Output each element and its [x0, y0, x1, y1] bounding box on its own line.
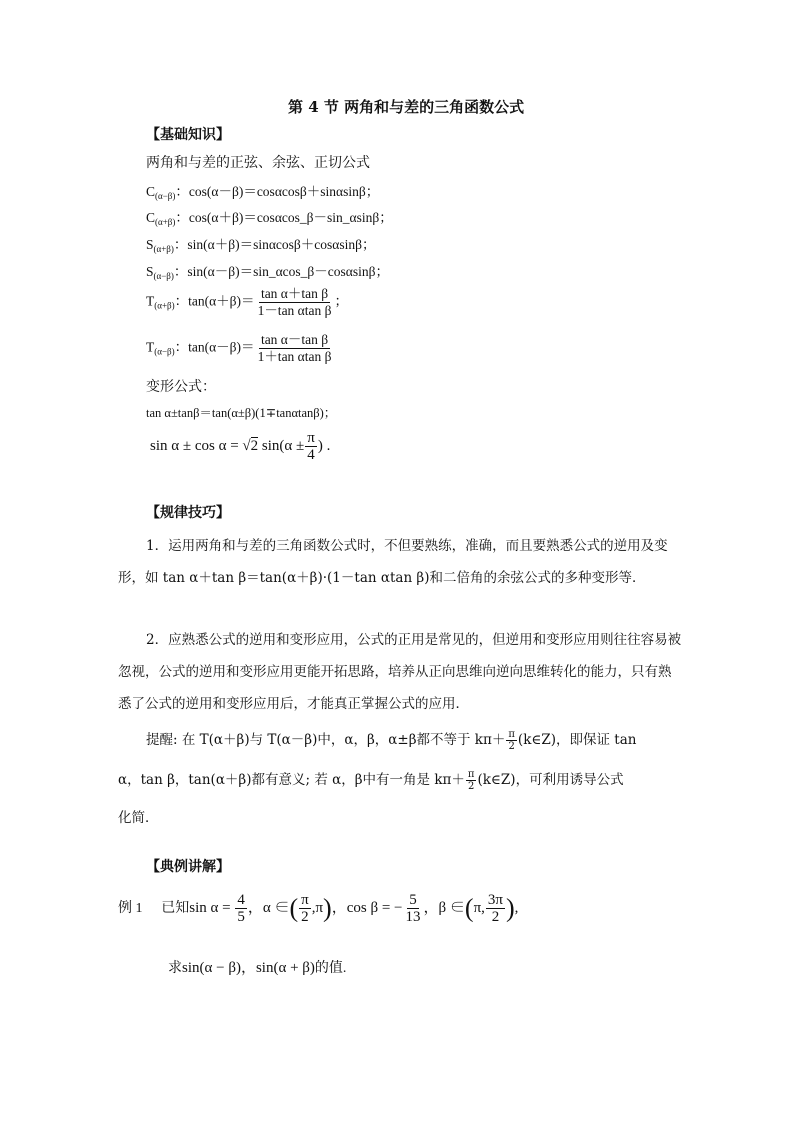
sin-alpha-lhs: sin α = — [189, 899, 235, 916]
fraction-denominator: 2 — [491, 909, 500, 925]
tip-line-2 — [118, 768, 624, 792]
fraction-numerator: tan α－tan β — [260, 332, 329, 347]
question-separator: ， — [240, 960, 256, 976]
question-expr-a: sin(α − β) — [182, 960, 241, 976]
tip-text: (k∈Z)，可利用诱导公式 — [477, 772, 624, 788]
variant-label: 变形公式： — [146, 379, 216, 395]
formula-body: ：cos(α－β)＝cosαcosβ＋sinαsinβ； — [175, 184, 380, 199]
rule-paragraph-1: 1．运用两角和与差的三角函数公式时，不但要熟练，准确，而且要熟悉公式的逆用及变形，如 tan α＋tan β＝tan(α＋β)·(1－tan αtan β)和二倍角的余弦公式的多种变形等． — [118, 538, 668, 586]
formula-subscript: (α+β) — [155, 217, 176, 227]
formula-subscript: (α−β) — [153, 271, 174, 281]
formula-c-plus — [146, 206, 393, 227]
formula-c-minus — [146, 180, 379, 201]
paren-open: ( — [464, 893, 474, 923]
formula-lhs: ：tan(α－β)＝ — [174, 339, 255, 355]
formula-subscript: (α−β) — [154, 346, 175, 357]
formula-s-minus — [146, 260, 389, 281]
fraction-numerator: π — [508, 729, 515, 740]
variant-formula-1: tan α±tanβ＝tan(α±β)(1∓tanαtanβ)； — [146, 406, 337, 420]
sqrt-sign: √ — [242, 437, 251, 454]
formula-label: C — [146, 184, 156, 199]
fraction — [256, 286, 334, 319]
fraction — [305, 430, 317, 463]
formula-lhs: ：tan(α＋β)＝ — [174, 293, 255, 309]
fraction-numerator: 4 — [237, 892, 245, 908]
formula-s-plus — [146, 233, 375, 254]
question-expr-b: sin(α + β) — [255, 960, 315, 976]
section-heading-examples: 【典例讲解】 — [146, 859, 230, 875]
formula-end: ； — [334, 293, 348, 309]
fraction-denominator: 5 — [237, 909, 245, 925]
beta-range-lhs: β ∈ — [438, 899, 465, 916]
fraction-denominator: 2 — [468, 781, 475, 792]
basic-intro: 两角和与差的正弦、余弦、正切公式 — [146, 155, 370, 171]
paren-close: ) — [506, 893, 515, 923]
fraction — [235, 892, 247, 925]
formula-label: S — [146, 237, 154, 252]
formula-subscript: (α+β) — [154, 300, 175, 311]
formula-label: C — [146, 210, 156, 225]
fraction-numerator: π — [301, 892, 309, 908]
variant-formula-2 — [150, 430, 330, 463]
formula-body: ：sin(α＋β)＝sinαcosβ＋cosαsinβ； — [173, 237, 376, 252]
section-heading-rules: 【规律技巧】 — [146, 505, 230, 521]
formula-end: ) . — [317, 437, 331, 454]
formula-subscript: (α+β) — [153, 244, 174, 254]
alpha-range-end: ,π — [311, 899, 324, 916]
fraction-denominator: 4 — [307, 447, 315, 463]
page-title: 第 4 节 两角和与差的三角函数公式 — [288, 98, 525, 116]
question-end: 的值. — [314, 961, 347, 976]
fraction-numerator: 5 — [409, 892, 417, 908]
alpha-range-lhs: α ∈ — [262, 899, 290, 916]
fraction-denominator: 1＋tan αtan β — [257, 349, 332, 364]
tip-line-3: 化简． — [118, 810, 159, 826]
formula-label: T — [146, 293, 155, 309]
fraction-numerator: π — [467, 769, 475, 780]
formula-subscript: (α−β) — [155, 191, 176, 201]
tip-text: 提醒: 在 T(α＋β)与 T(α－β)中，α，β，α±β都不等于 kπ＋ — [146, 732, 506, 748]
example-label: 例 1 — [118, 900, 143, 916]
fraction — [486, 892, 505, 925]
example-given: 已知 — [161, 900, 190, 916]
fraction-numerator: π — [307, 430, 315, 446]
formula-mid: sin(α ± — [261, 437, 305, 454]
formula-label: S — [146, 264, 154, 279]
formula-t-minus — [146, 332, 335, 365]
rule-paragraph-2: 2．应熟悉公式的逆用和变形应用，公式的正用是常见的，但逆用和变形应用则往往容易被忽视，公式的逆用和变形应用更能开拓思路，培养从正向思维向逆向思维转化的能力，只有熟悉了公式的逆用和变形应用后，才能真正掌握公式的应用． — [118, 632, 682, 712]
fraction-numerator: tan α＋tan β — [260, 286, 329, 301]
formula-label: T — [146, 339, 155, 355]
formula-t-plus — [146, 286, 348, 319]
fraction-denominator: 2 — [301, 909, 309, 925]
tip-text: α，tan β，tan(α＋β)都有意义; 若 α，β中有一角是 kπ＋ — [118, 772, 465, 788]
cos-beta-lhs: cos β = − — [346, 899, 403, 916]
fraction — [299, 892, 311, 925]
formula-lhs: sin α ± cos α = — [150, 437, 243, 454]
fraction-numerator: 3π — [487, 892, 503, 908]
fraction-denominator: 13 — [405, 909, 421, 925]
section-heading-basic: 【基础知识】 — [146, 127, 230, 143]
example-1-question — [168, 956, 346, 977]
fraction — [404, 892, 423, 925]
tip-text: (k∈Z)，即保证 tan — [517, 732, 637, 748]
question-ask: 求 — [168, 961, 182, 976]
fraction — [256, 332, 334, 365]
fraction — [506, 729, 517, 752]
fraction-denominator: 2 — [508, 741, 515, 752]
fraction — [466, 769, 477, 792]
fraction-denominator: 1－tan αtan β — [257, 303, 332, 318]
formula-body: ：sin(α－β)＝sin_αcos_β－cosαsinβ； — [173, 264, 389, 279]
example-1-statement: 例 1 已知sin α = $\frac{4}{5}$ ，α ∈( $\frac{\pi}{2}$ ,π)，cos β = − $\frac{5}{13}$ ，β ∈(π, $\frac{3\pi}{2}$ ), — [118, 892, 519, 925]
paren-close: ) — [323, 893, 332, 923]
sqrt-radicand: 2 — [250, 437, 259, 454]
paren-open: ( — [289, 893, 299, 923]
beta-range-start: π, — [473, 899, 485, 916]
formula-body: ：cos(α＋β)＝cosαcos_β－sin_αsinβ； — [175, 210, 393, 225]
tip-line-1 — [146, 728, 636, 752]
